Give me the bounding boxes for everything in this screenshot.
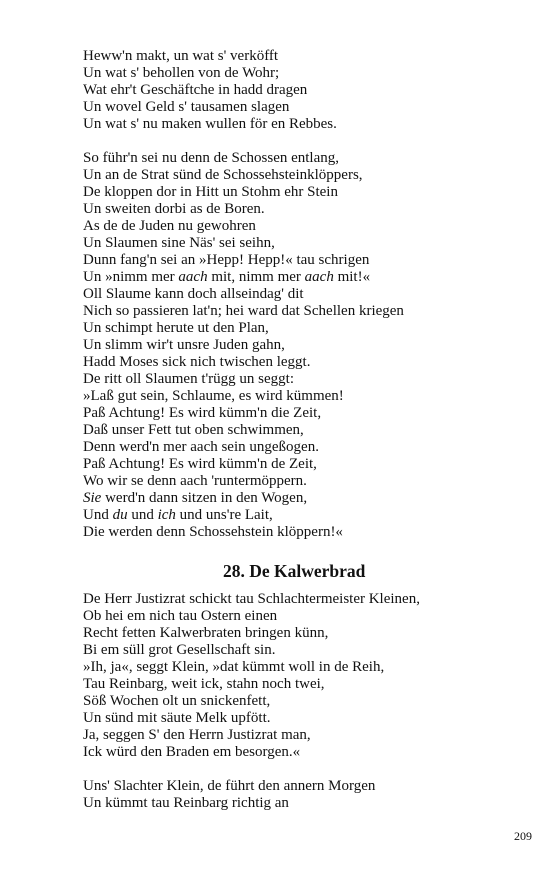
poem-line: Un an de Strat sünd de Schossehsteinklöppers,: [83, 167, 363, 183]
stanza-gap: [83, 133, 523, 150]
poem-line: Sie werd'n dann sitzen in den Wogen,: [83, 490, 308, 506]
poem-line: Un sünd mit säute Melk upfött.: [83, 710, 271, 726]
poem-line: Wo wir se denn aach 'runtermöppern.: [83, 473, 307, 489]
poem-line: Un »nimm mer aach mit, nimm mer aach mit!«: [83, 269, 371, 285]
poem-line: Uns' Slachter Klein, de führt den annern Morgen: [83, 778, 376, 794]
poem-line: Daß unser Fett tut oben schwimmen,: [83, 422, 304, 438]
poem-line: De Herr Justizrat schickt tau Schlachtermeister Kleinen,: [83, 591, 420, 607]
poem-line: »Ih, ja«, seggt Klein, »dat kümmt woll in de Reih,: [83, 659, 385, 675]
emphasized-word: du: [112, 507, 128, 523]
poem-line: De kloppen dor in Hitt un Stohm ehr Stein: [83, 184, 338, 200]
stanza-2: [83, 150, 523, 541]
poem-line: Un kümmt tau Reinbarg richtig an: [83, 795, 289, 811]
poem-line: Wat ehr't Geschäftche in hadd dragen: [83, 82, 308, 98]
poem-line: Und du und ich und uns're Lait,: [83, 507, 273, 523]
poem-line: As de de Juden nu gewohren: [83, 218, 256, 234]
poem-line: Ja, seggen S' den Herrn Justizrat man,: [83, 727, 311, 743]
chapter-heading: 28. De Kalwerbrad: [223, 561, 366, 581]
poem-line: Recht fetten Kalwerbraten bringen künn,: [83, 625, 329, 641]
poem-line: Ob hei em nich tau Ostern einen: [83, 608, 278, 624]
emphasized-word: ich: [157, 507, 176, 523]
poem-line: Paß Achtung! Es wird kümm'n die Zeit,: [83, 405, 322, 421]
poem-line: Die werden denn Schossehstein klöppern!«: [83, 524, 343, 540]
poem-line: Oll Slaume kann doch allseindag' dit: [83, 286, 304, 302]
emphasized-word: Sie: [83, 490, 102, 506]
emphasized-word: aach: [178, 269, 208, 285]
poem-line: »Laß gut sein, Schlaume, es wird kümmen!: [83, 388, 344, 404]
poem-line: Dunn fang'n sei an »Hepp! Hepp!« tau schrigen: [83, 252, 370, 268]
poem-line: Un Slaumen sine Näs' sei seihn,: [83, 235, 275, 251]
poem-line: Un slimm wir't unsre Juden gahn,: [83, 337, 285, 353]
stanza-1: [83, 48, 523, 133]
poem-line: Un wat s' nu maken wullen för en Rebbes.: [83, 116, 337, 132]
poem-line: Tau Reinbarg, weit ick, stahn noch twei,: [83, 676, 325, 692]
poem-line: Paß Achtung! Es wird kümm'n de Zeit,: [83, 456, 317, 472]
poem-line: Un wat s' behollen von de Wohr;: [83, 65, 280, 81]
poem-line: Un schimpt herute ut den Plan,: [83, 320, 269, 336]
poem-line: Bi em süll grot Gesellschaft sin.: [83, 642, 276, 658]
poem-line: Hadd Moses sick nich twischen leggt.: [83, 354, 311, 370]
page-number: 209: [514, 829, 532, 843]
poem-line: Un wovel Geld s' tausamen slagen: [83, 99, 290, 115]
poem-line: De ritt oll Slaumen t'rügg un seggt:: [83, 371, 295, 387]
poem-line: Heww'n makt, un wat s' verköfft: [83, 48, 279, 64]
poem-line: Ick würd den Braden em besorgen.«: [83, 744, 301, 760]
poem-line: Söß Wochen olt un snickenfett,: [83, 693, 271, 709]
stanza-gap: [83, 761, 523, 778]
emphasized-word: aach: [304, 269, 334, 285]
text-column: [83, 48, 523, 812]
poem-line: Nich so passieren lat'n; hei ward dat Schellen kriegen: [83, 303, 404, 319]
stanza-4: [83, 778, 523, 812]
poem-line: So führ'n sei nu denn de Schossen entlang,: [83, 150, 339, 166]
poem-line: Denn werd'n mer aach sein ungeßogen.: [83, 439, 319, 455]
stanza-3: [83, 591, 523, 761]
poem-line: Un sweiten dorbi as de Boren.: [83, 201, 265, 217]
